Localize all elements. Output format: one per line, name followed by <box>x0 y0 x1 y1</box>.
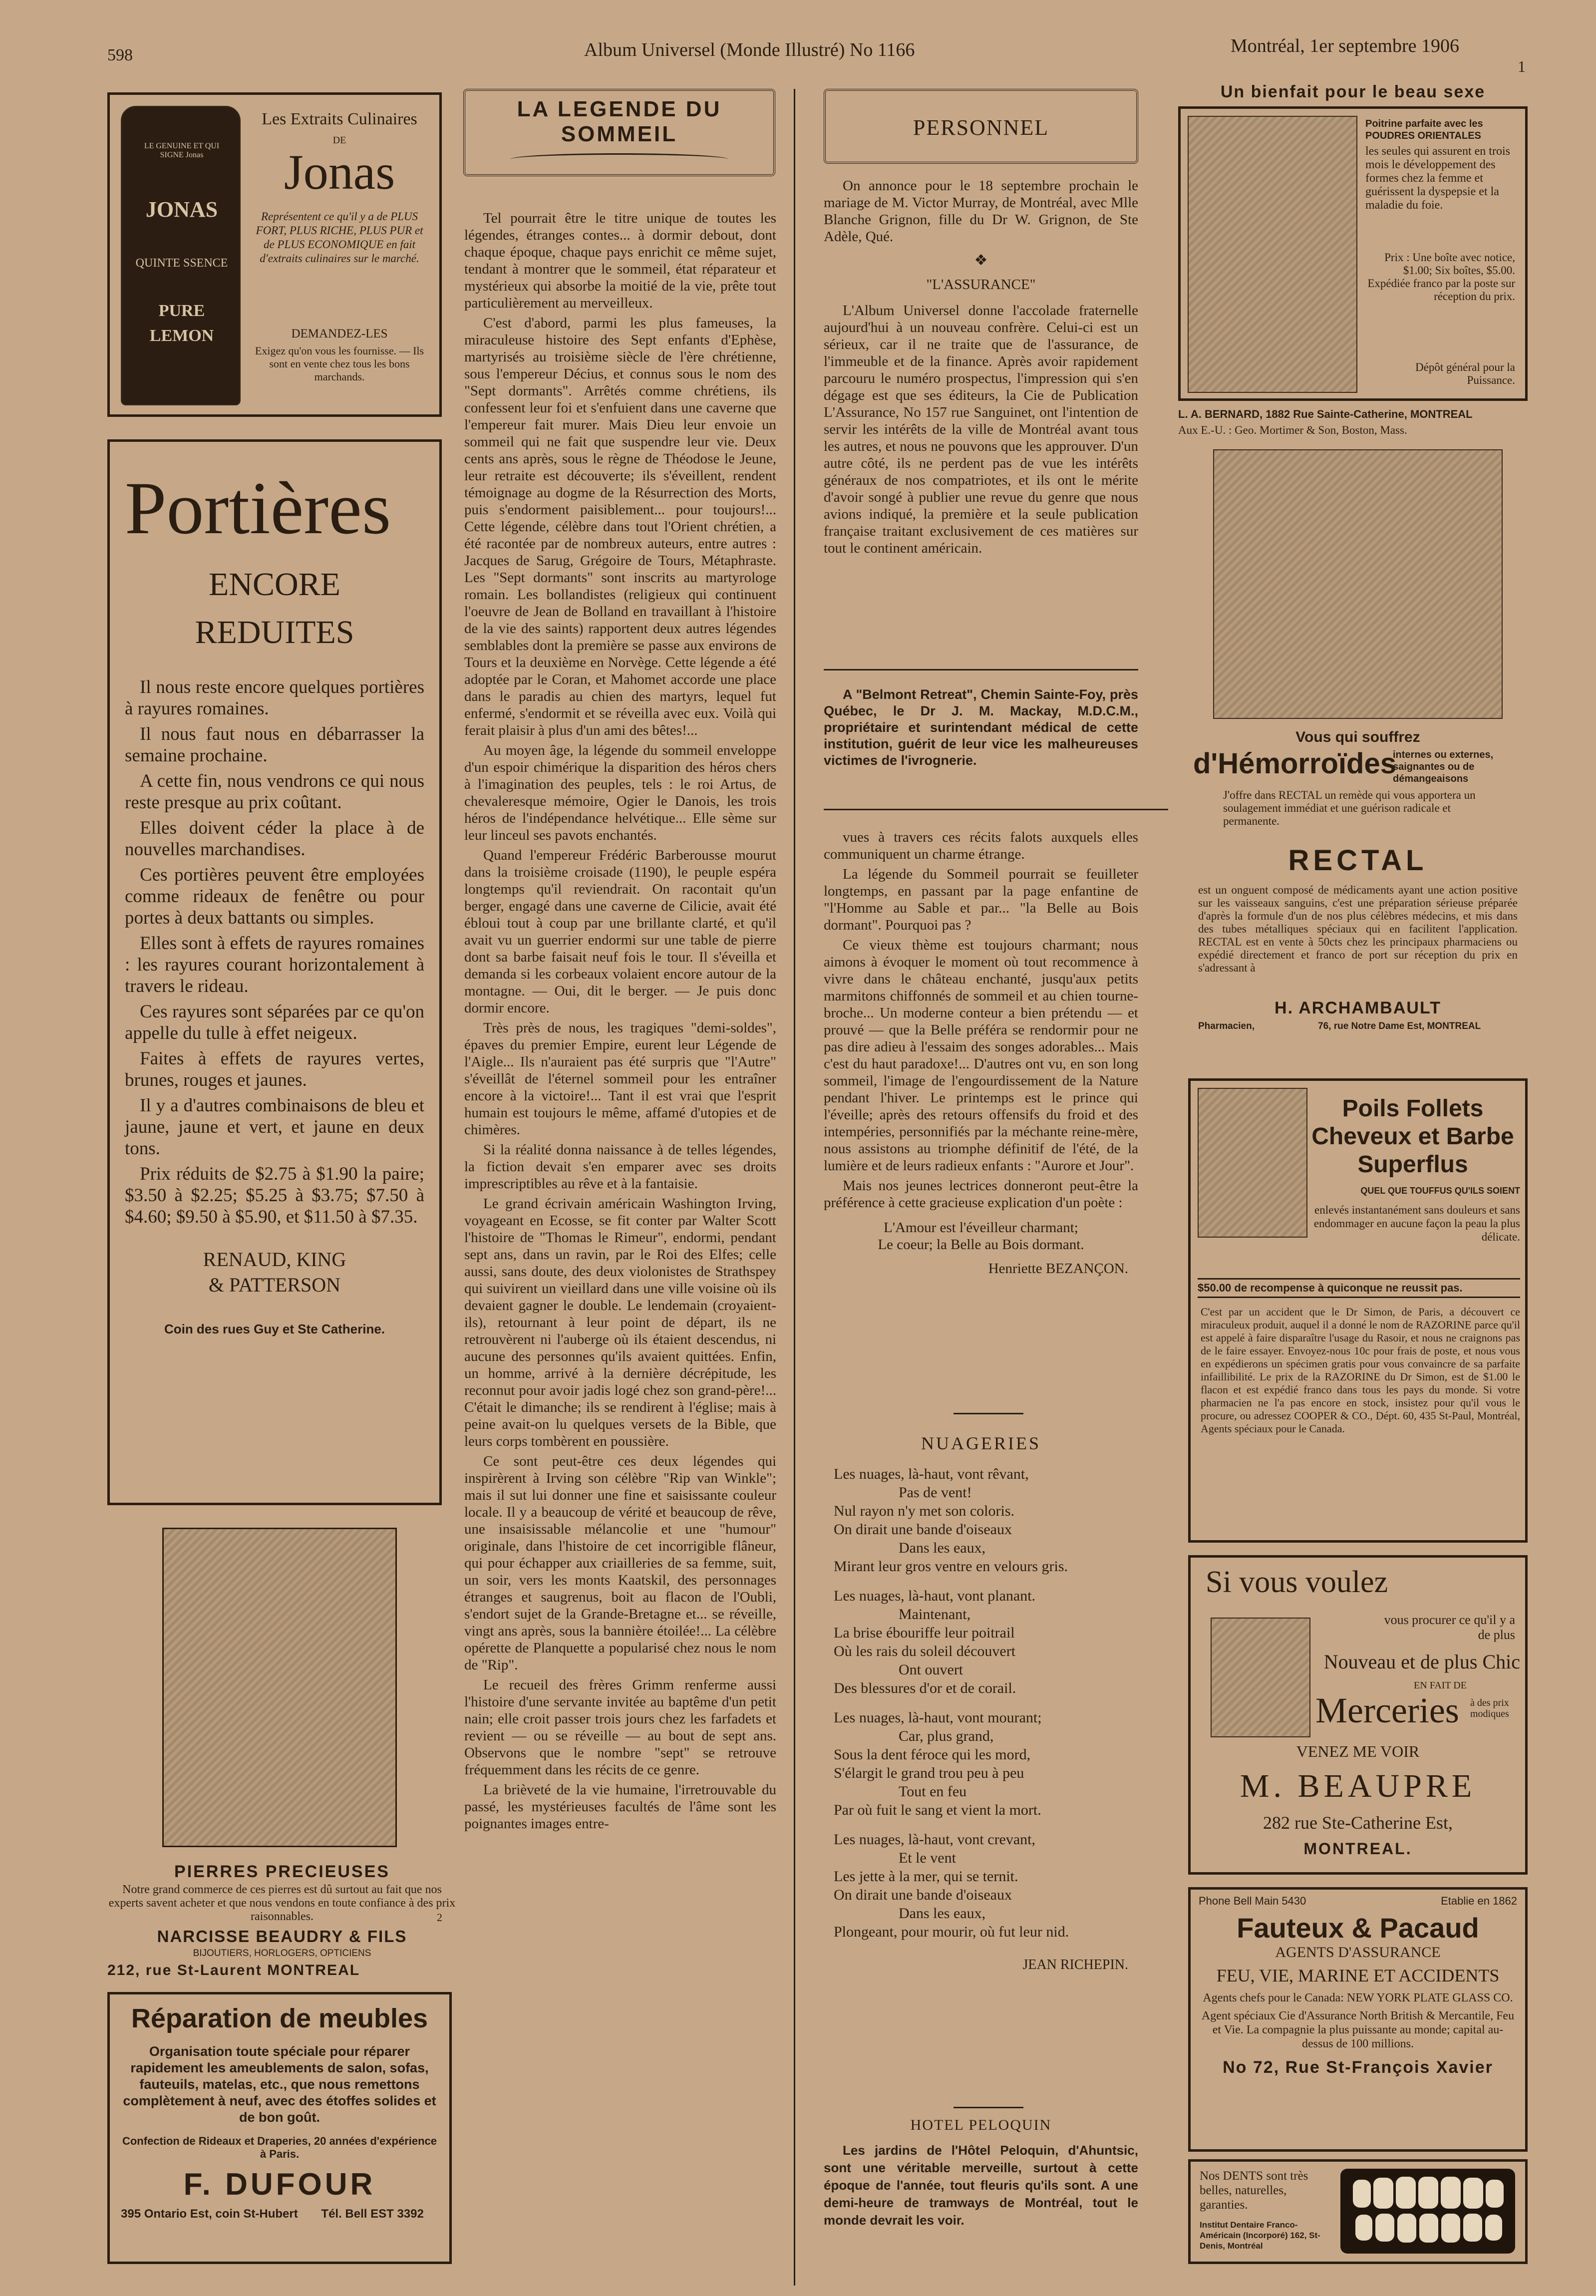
jonas-demand: DEMANDEZ-LES <box>291 327 388 340</box>
meubles-firm: F. DUFOUR <box>183 2167 376 2202</box>
meubles-title: Réparation de meubles <box>131 2003 428 2033</box>
legende-paragraph: Tel pourrait être le titre unique de toutes les légendes, étranges contes... à dormir debout, dont chaque époque, chaque pays enrichit ce même sujet, tendant à montrer que le sommeil, état réparateur et mystérieux qui absorbe la moitié de la vie, prête tout particulièrement au merveilleux. <box>464 210 776 311</box>
poem-line: La brise ébouriffe leur poitrail <box>834 1625 1015 1641</box>
legende-author: Henriette BEZANÇON. <box>988 1261 1128 1277</box>
portieres-sub2: REDUITES <box>195 614 354 651</box>
assurance-text: L'Album Universel donne l'accolade fraternelle aujourd'hui à un nouveau confrère. Celui-ci est un sérieux, car il ne traite que de l'assurance, de l'immeuble et de la finance. Après avoir rapidement parcouru le numéro prospectus, l'impression qui s'en dégage est que ses éditeurs, la Cie de Publication L'Assurance, No 157 rue Sanguinet, ont l'intention de servir les intérêts de la ville de Montréal avant tous les autres, et nous ne pouvons que les approuver. D'un autre côté, ils ne perdent pas de vue les intérêts généraux de nos compatriotes, et ils ont le mérite d'avoir songé à publier une revue du genre que nous avions indiqué, la première et la seule publication française traitant exclusivement de ces matières sur tout le continent américain. <box>824 303 1138 556</box>
legende-header-frame <box>463 89 775 176</box>
poudres-firm: L. A. BERNARD, 1882 Rue Sainte-Catherine, MONTREAL <box>1178 408 1473 420</box>
rectal-line: J'offre dans RECTAL un remède qui vous apportera un soulagement immédiat et une guérison radicale et permanente. <box>1223 789 1476 827</box>
section-rule <box>824 669 1138 670</box>
teeth-illustration <box>1340 2169 1515 2254</box>
poem-line: Les jette à la mer, qui se ternit. <box>834 1868 1018 1885</box>
legende-paragraph: Le recueil des frères Grimm renferme aussi l'histoire d'une servante invitée au baptême d'un petit nain; elle croit passer trois jours chez les farfadets et revient — ou se réveille — au bout de sept ans. Observons que le nombre "sept" se retrouve fréquemment dans les récits de ce genre. <box>464 1677 776 1778</box>
poem-line: Où les rais du soleil découvert <box>834 1643 1016 1659</box>
portieres-title: Portières <box>125 467 391 550</box>
rectal-address: 76, rue Notre Dame Est, MONTREAL <box>1318 1021 1481 1031</box>
beaupre-name: M. BEAUPRE <box>1240 1768 1476 1804</box>
man-portrait-image <box>1211 1618 1310 1737</box>
poem-line: Des blessures d'or et de corail. <box>834 1680 1016 1696</box>
fauteux-text2: Agent spéciaux Cie d'Assurance North British & Mercantile, Feu et Vie. La compagnie la plus puissante au monde; capital au-dessus de 100 millions. <box>1201 2009 1515 2050</box>
legende-paragraph: Mais nos jeunes lectrices donneront peut-être la préférence à cette gracieuse explication d'un poète : <box>824 1178 1138 1211</box>
legende-column-2 <box>824 829 1138 1277</box>
fauteux-lines: FEU, VIE, MARINE ET ACCIDENTS <box>1216 1966 1500 1985</box>
peloquin-section <box>824 2117 1138 2232</box>
ad-rectal <box>1188 449 1528 1078</box>
poem-line: Par où fuit le sang et vient la mort. <box>834 1802 1041 1818</box>
legende-title-2: SOMMEIL <box>561 122 678 146</box>
poudres-text: les seules qui assurent en trois mois le développement des formes chez la femme et guérissent la dyspepsie et la maladie du foie. <box>1365 145 1510 212</box>
ad-fauteux <box>1188 1887 1528 2152</box>
beaupre-l4: Merceries <box>1315 1690 1459 1730</box>
poem-line: Tout en feu <box>899 1783 967 1800</box>
poem-line: Pas de vent! <box>899 1484 972 1501</box>
meubles-sub: Confection de Rideaux et Draperies, 20 années d'expérience à Paris. <box>122 2135 437 2160</box>
jonas-note: Exigez qu'on vous les fournisse. — Ils sont en vente chez tous les bons marchands. <box>255 344 424 383</box>
portieres-body <box>125 676 424 1228</box>
stanza-gap <box>824 1941 1138 1952</box>
page-number: 598 <box>107 46 133 64</box>
poem-line: Maintenant, <box>899 1606 971 1623</box>
poils-title-1: Poils Follets <box>1342 1095 1484 1122</box>
legende-paragraph: Si la réalité donna naissance à de telles légendes, la fiction devait s'en emparer avec ses droits imprescriptibles au rêve et à la fantaisie. <box>464 1142 776 1192</box>
dents-firm: Institut Dentaire Franco-Américain (Incorporé) 162, St-Denis, Montréal <box>1200 2220 1320 2251</box>
poils-text: C'est par un accident que le Dr Simon, de Paris, a découvert ce miraculeux produit, auquel il a donné le nom de RAZORINE parce qu'il est appelé à faire disparaître l'usage du Rasoir, et nous ne craignons pas de le faire essayer. Envoyez-nous 10c pour frais de poste, et nous vous en expédierons un spécimen gratis pour vous convaincre de sa parfaite infaillibilité. Le prix de la RAZORINE du Dr Simon, est de $1.00 le flacon et est expédié franco dans tous les pays du monde. Si votre pharmacien ne l'a pas encore en stock, insistez pour qu'il vous le procure, ou adressez COOPER & CO., Dépt. 60, 435 St-Paul, Montréal, Agents spéciaux pour le Canada. <box>1201 1306 1520 1435</box>
legende-paragraph: La brièveté de la vie humaine, l'irretrouvable du passé, les mystérieuses facultés de l'âme sont les poignantes images entre- <box>464 1782 776 1832</box>
legende-paragraph: vues à travers ces récits falots auxquels elles communiquent un charme étrange. <box>824 829 1138 862</box>
poem-line: Les nuages, là-haut, vont mourant; <box>834 1709 1042 1726</box>
ad-beaupre <box>1188 1555 1528 1875</box>
poem-line: On dirait une bande d'oiseaux <box>834 1521 1012 1538</box>
fauteux-top-line <box>1199 1895 1517 1908</box>
portieres-paragraph: Prix réduits de $2.75 à $1.90 la paire; $3.50 à $2.25; $5.25 à $3.75; $7.50 à $4.60; $9.50 à $5.90, et $11.50 à $7.35. <box>125 1164 424 1227</box>
poudres-lead: Poitrine parfaite avec les POUDRES ORIENTALES <box>1365 118 1483 141</box>
dateline: Montréal, 1er septembre 1906 <box>1231 35 1459 56</box>
personnel-header-frame <box>824 89 1138 164</box>
legende-paragraph: Ce sont peut-être ces deux légendes qui inspirèrent à Irving son célèbre "Rip van Winkle"; mais il sut lui donner une fine et saisissante couleur locale. Il y a beaucoup de vérité et beaucoup de rêve, une insaisissable mélancolie et une "humour" originale, dans l'histoire de cet incorrigible flâneur, qui pour échapper aux criailleries de sa femme, suit, un soir, vers les monts Kaatskil, des personnages étranges et saugrenus, boit au flacon de l'Oubli, s'endort sujet de la Grande-Bretagne et... se réveille, vingt ans après, sous la bannière étoilée!... La célèbre opérette de Planquette a popularisé chez nous le nom de "Rip". <box>464 1453 776 1673</box>
bottle-label-pure: PURE <box>158 302 205 320</box>
poils-reward: $50.00 de recompense à quiconque ne reussit pas. <box>1198 1278 1520 1298</box>
assurance-title: "L'ASSURANCE" <box>926 277 1036 293</box>
poils-title-2: Cheveux et Barbe <box>1311 1123 1514 1150</box>
poem-line: Ont ouvert <box>899 1661 963 1678</box>
legende-title-1: LA LEGENDE DU <box>517 97 722 121</box>
diamond-ornament: ❖ <box>974 252 988 269</box>
poem-line: On dirait une bande d'oiseaux <box>834 1887 1012 1903</box>
legende-paragraph: Ce vieux thème est toujours charmant; nous aimons à évoquer le moment où tout recommence à vivre dans le château enchanté, jusqu'aux petits marmitons chiffonnés de sommeil et au chien tourne-broche... Un moderne conteur a bien prétendu — et prouvé — que la Belle préféra se rendormir pour ne pas dire adieu à l'essaim des songes adorables... Mais c'est du haut paradoxe!... D'autres ont vu, en son long sommeil, l'image de l'engourdissement de la Nature pendant l'hiver. Le printemps est le prince qui l'éveille; après des retours offensifs du froid et des intempéries, personnifiés par la méchante reine-mère, nous assistons au triomphe définitif de l'été, de la lumière et de leurs radieux enfants : "Aurore et Jour". <box>824 937 1138 1174</box>
rectal-big: d'Hémorroïdes <box>1193 747 1396 780</box>
poem-line: Dans les eaux, <box>899 1540 986 1556</box>
bottle-label-brand: JONAS <box>145 197 218 222</box>
fauteux-address: No 72, Rue St-François Xavier <box>1223 2058 1493 2077</box>
poudres-header: Un bienfait pour le beau sexe <box>1220 82 1486 101</box>
rectal-brand: RECTAL <box>1288 844 1428 877</box>
fauteux-text1: Agents chefs pour le Canada: NEW YORK PLATE GLASS CO. <box>1203 1991 1513 2004</box>
poils-sub: QUEL QUE TOUFFUS QU'ILS SOIENT <box>1360 1186 1520 1196</box>
personnel-section <box>824 177 1138 560</box>
bottle-label-mid: QUINTE SSENCE <box>135 257 228 270</box>
portieres-paragraph: Elles doivent céder la place à de nouvelles marchandises. <box>125 818 424 860</box>
belmont-section <box>824 686 1138 772</box>
pierres-title: PIERRES PRECIEUSES <box>174 1862 390 1881</box>
pierres-address: 212, rue St-Laurent MONTREAL <box>107 1962 360 1978</box>
ad-jonas <box>107 92 442 417</box>
poudres-frame <box>1178 106 1528 401</box>
beaupre-l1: vous procurer ce qu'il y a de plus <box>1384 1613 1515 1642</box>
bottle-label-lemon: LEMON <box>149 327 214 345</box>
personnel-title: PERSONNEL <box>913 115 1049 140</box>
poils-title-3: Superflus <box>1357 1151 1468 1178</box>
poem-line: Sous la dent féroce qui les mord, <box>834 1746 1031 1763</box>
meubles-address-line <box>121 2207 438 2221</box>
legende-ornament <box>510 153 728 165</box>
portieres-paragraph: A cette fin, nous vendrons ce qui nous reste presque au prix coûtant. <box>125 771 424 813</box>
poem-line: Plongeant, pour mourir, où fut leur nid. <box>834 1924 1069 1940</box>
beaupre-address: 282 rue Ste-Catherine Est, <box>1263 1813 1453 1833</box>
jonas-de: DE <box>332 135 346 146</box>
ad-pierres <box>107 1528 457 1977</box>
rectal-text: est un onguent composé de médicaments ayant une action positive sur les vaisseaux sanguins, c'est une préparation sérieuse préparée d'après la formule d'un de nos plus célèbres médecins, et mis dans des tubes métalliques spéciaux qui en facilitent l'application. RECTAL est en vente à 50cts chez les principaux pharmaciens ou expédié directement et franco de port sur réception du prix en s'adressant à <box>1198 884 1518 974</box>
peloquin-title: HOTEL PELOQUIN <box>910 2117 1052 2133</box>
legende-column-1 <box>464 210 776 2287</box>
doctor-illustration-image <box>1213 449 1503 719</box>
beaupre-title: Si vous voulez <box>1206 1565 1388 1599</box>
legende-paragraph: Très près de nous, les tragiques "demi-soldes", épaves du premier Empire, eurent leur Légende de l'Aigle... Ils n'auraient pas été surpris que "l'Autre" s'éveillât de l'éternel sommeil pour les entraîner encore à la victoire!... Tant il est vrai que l'esprit humain est toujours le même, affamé d'utopies et de chimères. <box>464 1020 776 1138</box>
teeth-icon <box>1340 2169 1515 2254</box>
poem-line: Les nuages, là-haut, vont planant. <box>834 1588 1036 1604</box>
publication-title: Album Universel (Monde Illustré) No 1166 <box>584 39 915 60</box>
poudres-agent: Aux E.-U. : Geo. Mortimer & Son, Boston, Mass. <box>1178 424 1407 436</box>
rectal-types: internes ou externes, saignantes ou de démangeaisons <box>1393 749 1494 784</box>
poem-line: Les nuages, là-haut, vont rêvant, <box>834 1466 1029 1482</box>
woman-face-image <box>1198 1088 1307 1238</box>
rectal-firm: H. ARCHAMBAULT <box>1275 998 1441 1017</box>
meubles-address: 395 Ontario Est, coin St-Hubert <box>121 2207 298 2221</box>
section-rule <box>824 809 1168 810</box>
pierres-mark: 2 <box>437 1911 442 1924</box>
personnel-text: On annonce pour le 18 septembre prochain le mariage de M. Victor Murray, de Montréal, avec Mlle Blanche Grignon, fille du Dr W. Grignon, de Ste Adèle, Qué. <box>824 178 1138 245</box>
portieres-firm2: & PATTERSON <box>208 1274 341 1296</box>
peloquin-text: Les jardins de l'Hôtel Peloquin, d'Ahuntsic, sont une véritable merveille, surtout à cette époque de l'année, tout fleuris qu'ils sont. A une demi-heure de tramways de Montréal, tout le monde devrait les voir. <box>824 2143 1138 2228</box>
portieres-paragraph: Il nous reste encore quelques portières à rayures romaines. <box>125 677 424 719</box>
nuageries-stanzas <box>824 1465 1138 1952</box>
extract-bottle-image <box>121 106 241 405</box>
portieres-paragraph: Ces portières peuvent être employées comme rideaux de fenêtre ou pour portes à deux battants ou simples. <box>125 865 424 928</box>
jonas-name: Jonas <box>284 144 395 200</box>
poem-line: Et le vent <box>899 1850 956 1866</box>
poem-line: Nul rayon n'y met son coloris. <box>834 1503 1015 1519</box>
portieres-paragraph: Elles sont à effets de rayures romaines : les rayures courant horizontalement à travers le rideau. <box>125 933 424 996</box>
legende-paragraph: Au moyen âge, la légende du sommeil enveloppe d'un espoir chimérique la disparition des héros chers à l'imagination des peuples, tels : le roi Artus, de chevaleresque mémoire, Ogier le Danois, les trois héros de l'indépendance helvétique... Elle sème sur leur linceul ses pavots enchantés. <box>464 742 776 843</box>
legende-paragraph: Quand l'empereur Frédéric Barberousse mourut dans la troisième croisade (1190), le peuple espéra longtemps qu'il reviendrait. On racontait qu'un berger, engagé dans une caverne de Cilicie, avait été ébloui tout à coup par une brillante clarté, et qu'il avait vu un guerrier endormi sur une table de pierre dont sa barbe faisait neuf fois le tour. Il s'éveilla et demanda si les corbeaux volaient encore autour de la montagne. — Oui, dit le berger. — Je puis donc dormir encore. <box>464 847 776 1016</box>
portieres-paragraph: Il y a d'autres combinaisons de bleu et jaune, jaune et vert, et jaune en deux tons. <box>125 1095 424 1159</box>
meubles-phone: Tél. Bell EST 3392 <box>321 2207 424 2221</box>
poudres-price: Prix : Une boîte avec notice, $1.00; Six boîtes, $5.00. Expédiée franco par la poste sur réception du prix. <box>1367 251 1515 303</box>
nuageries-title: NUAGERIES <box>921 1433 1041 1453</box>
legende-paragraph: Le grand écrivain américain Washington Irving, voyageant en Ecosse, se fit conter par Walter Scott l'histoire de "Thomas le Rimeur", endormi, pendant sept ans, dans un ravin, par le Roi des Elfes; celle aussi, sans doute, des deux violonistes de Strathspey qui suivirent un vieillard dans une ville voisine où ils devaient gagner le double. Le lendemain (croyaient-ils), retournant à leur point de départ, ils ne retrouvèrent ni l'auberge où ils étaient descendus, ni aucune des personnes qu'ils avaient quittées. Enfin, un homme, arrivé à la dernière décrépitude, les reconnut pour avoir jadis logé chez son grand-père!... C'était le dimanche; ils se rendirent à l'église; mais à peine avait-on lu quelques versets de la Bible, que leurs corps tombèrent en poussière. <box>464 1196 776 1449</box>
nuageries-poem <box>824 1433 1138 1973</box>
portieres-sub1: ENCORE <box>209 566 340 603</box>
short-rule <box>954 2107 1023 2108</box>
poem-line: Dans les eaux, <box>899 1905 986 1922</box>
lady-portrait-image <box>162 1528 397 1847</box>
portieres-paragraph: Il nous faut nous en débarrasser la semaine prochaine. <box>125 724 424 766</box>
beaupre-l4b: à des prix modiques <box>1470 1697 1509 1719</box>
portieres-firm1: RENAUD, KING <box>203 1248 346 1271</box>
poils-line: enlevés instantanément sans douleurs et sans endommager en aucune façon la peau la plus délicate. <box>1313 1204 1520 1243</box>
poem-line: Car, plus grand, <box>899 1728 994 1744</box>
pierres-text: Notre grand commerce de ces pierres est dû surtout au fait que nos experts savent acheter et que nous vendons en toute confiance à des prix raisonnables. <box>108 1883 456 1923</box>
legende-paragraph: C'est d'abord, parmi les plus fameuses, la miraculeuse histoire des Sept enfants d'Ephèse, martyrisés au troisième siècle de l'ère chrétienne, sous l'empereur Décius, et connus sous le nom des "Sept dormants". Arrêtés comme chrétiens, ils confessent leur foi et s'enfuient dans une caverne que l'empereur fait murer. Mais Dieu leur envoie un sommeil qui ne fait que suspendre leur vie. Deux cents ans après, sous le règne de Théodose le Jeune, leur retraite est découverte; ils s'éveillent, rendent témoignage au dogme de la Résurrection des Morts, puis s'endorment paisiblement... pour toujours!... Cette légende, célèbre dans tout l'Orient chrétien, a été racontée par de nombreux auteurs, entre autres : Jacques de Sarug, Grégoire de Tours, Métaphraste. Les "Sept dormants" sont inscrits au martyrologe romain. Les bollandistes (religieux qui continuent l'oeuvre de Jean de Bolland en travaillant à l'histoire de la vie des saints) rapportent deux autres légendes semblables dont la première se passe aux environs de Tours et la deuxième en Norvège. Cette légende a été adoptée par le Coran, et Mahomet accorde une place dans le paradis au chien des martyrs, lequel fut enfermé, s'endormit et se réveilla avec eux. Voilà qui ferait plaisir à plus d'un ami des bêtes!... <box>464 315 776 738</box>
poem-line: Mirant leur gros ventre en velours gris. <box>834 1558 1068 1575</box>
jonas-tagline: Représentent ce qu'il y a de PLUS FORT, PLUS RICHE, PLUS PUR et de PLUS ECONOMIQUE en fait d'extraits culinaires sur le marché. <box>256 210 423 265</box>
fauteux-est: Etablie en 1862 <box>1441 1895 1517 1907</box>
poem-line: S'élargit le grand trou peu à peu <box>834 1765 1024 1781</box>
legende-verse-1: L'Amour est l'éveilleur charmant; <box>884 1220 1078 1236</box>
poem-line: Les nuages, là-haut, vont crevant, <box>834 1831 1036 1848</box>
meubles-text: Organisation toute spéciale pour réparer rapidement les ameublements de salon, sofas, fauteuils, matelas, etc., que nous remettons complètement à neuf, avec des étoffes solides et de bon goût. <box>123 2044 436 2125</box>
pierres-trades: BIJOUTIERS, HORLOGERS, OPTICIENS <box>193 1948 371 1959</box>
ad-dents <box>1188 2159 1528 2264</box>
ad-poudres <box>1178 82 1528 442</box>
stanza-gap <box>824 1819 1138 1830</box>
beaupre-l3: EN FAIT DE <box>1414 1680 1467 1691</box>
legende-verse-2: Le coeur; la Belle au Bois dormant. <box>878 1237 1084 1253</box>
ad-meubles <box>107 1992 452 2264</box>
ad-portieres <box>107 439 442 1505</box>
portieres-paragraph: Faites à effets de rayures vertes, brunes, rouges et jaunes. <box>125 1048 424 1090</box>
fauteux-phone: Phone Bell Main 5430 <box>1199 1895 1306 1907</box>
short-rule <box>954 1413 1023 1414</box>
fauteux-role: AGENTS D'ASSURANCE <box>1275 1944 1441 1961</box>
beaupre-l2: Nouveau et de plus Chic <box>1323 1650 1520 1673</box>
portieres-address: Coin des rues Guy et Ste Catherine. <box>164 1321 385 1336</box>
column-divider <box>794 89 795 2286</box>
bottle-label-top: LE GENUINE ET QUI SIGNE Jonas <box>144 142 220 159</box>
pierres-firm: NARCISSE BEAUDRY & FILS <box>157 1927 407 1946</box>
fauteux-firm: Fauteux & Pacaud <box>1237 1912 1479 1944</box>
stanza-gap <box>824 1697 1138 1708</box>
page-marker: 1 <box>1518 57 1526 75</box>
belmont-text: A "Belmont Retreat", Chemin Sainte-Foy, près Québec, le Dr J. M. Mackay, M.D.C.M., propriétaire et surintendant médical de cette institution, guérit de leur vice les malheureuses victimes de l'ivrognerie. <box>824 687 1138 768</box>
legende-paragraph: La légende du Sommeil pourrait se feuilleter longtemps, en passant par la page enfantine de "l'Homme au Sable et par... "la Belle au Bois dormant". Pourquoi pas ? <box>824 866 1138 933</box>
beaupre-l5: VENEZ ME VOIR <box>1296 1742 1420 1760</box>
ad-poils <box>1188 1078 1528 1543</box>
woman-portrait-image <box>1188 116 1357 393</box>
rectal-lead: Vous qui souffrez <box>1295 729 1420 745</box>
jonas-title: Les Extraits Culinaires <box>262 110 417 128</box>
rectal-role: Pharmacien, <box>1198 1021 1255 1031</box>
nuageries-author: JEAN RICHEPIN. <box>1022 1957 1128 1972</box>
beaupre-city: MONTREAL. <box>1303 1840 1412 1858</box>
poudres-depot: Dépôt général pour la Puissance. <box>1415 361 1515 386</box>
portieres-paragraph: Ces rayures sont séparées par ce qu'on appelle du tulle à effet neigeux. <box>125 1001 424 1043</box>
stanza-gap <box>824 1576 1138 1587</box>
dents-text: Nos DENTS sont très belles, naturelles, garanties. <box>1200 2169 1308 2212</box>
